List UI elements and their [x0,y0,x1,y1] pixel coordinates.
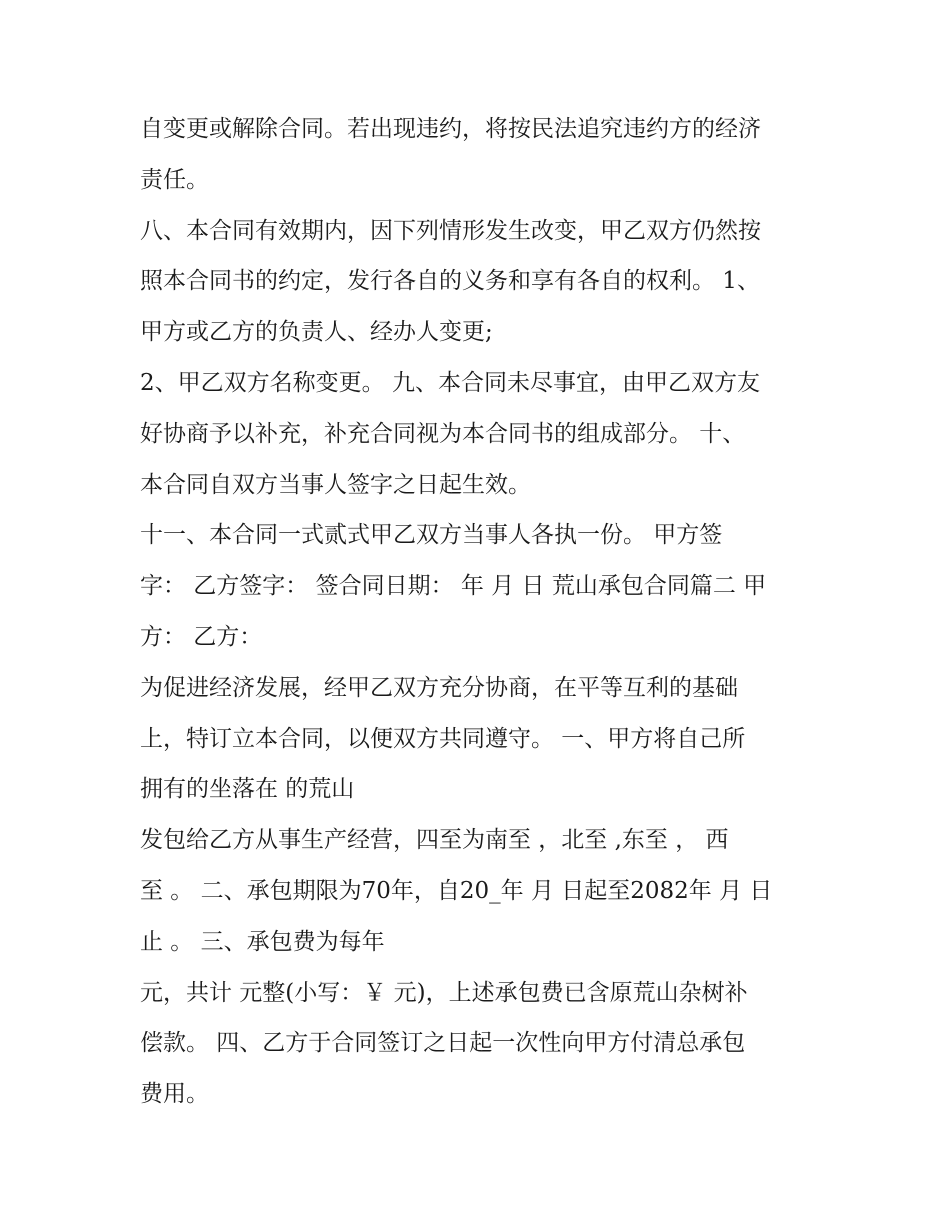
text-line: 拥有的坐落在 的荒山 [140,776,355,803]
text-line: 止 。 三、承包费为每年 [140,928,385,955]
text-line: 发包给乙方从事生产经营，四至为南至 ，北至 ,东至 ， 西 [140,827,729,854]
text-line: 至 。 二、承包期限为70年，自20_年 月 日起至2082年 月 日 [140,877,773,904]
text-line: 偿款。 四、乙方于合同签订之日起一次性向甲方付清总承包 [140,1030,746,1057]
text-line: 元，共计 元整(小写：￥ 元)，上述承包费已含原荒山杂树补 [140,979,748,1006]
text-line: 上，特订立本合同，以便双方共同遵守。 一、甲方将自己所 [140,725,746,752]
text-line: 费用。 [140,1081,209,1108]
text-line: 照本合同书的约定，发行各自的义务和享有各自的权利。 1、 [140,268,760,295]
text-line: 甲方或乙方的负责人、经办人变更; [140,319,493,346]
text-line: 责任。 [140,166,209,193]
text-line: 好协商予以补充，补充合同视为本合同书的组成部分。 十、 [140,420,746,447]
text-line: 2、甲乙双方名称变更。 九、本合同未尽事宜，由甲乙双方友 [140,369,760,396]
text-line: 本合同自双方当事人签字之日起生效。 [140,471,531,498]
text-line: 自变更或解除合同。若出现违约，将按民法追究违约方的经济 [140,116,761,142]
text-line: 八、本合同有效期内，因下列情形发生改变，甲乙双方仍然按 [140,217,761,244]
contract-body-text [140,104,820,1120]
text-line: 十一、本合同一式贰式甲乙双方当事人各执一份。 甲方签 [140,522,723,549]
text-line: 为促进经济发展，经甲乙双方充分协商，在平等互利的基础 [140,674,738,701]
text-line: 方： 乙方： [140,623,263,650]
text-line: 字： 乙方签字： 签合同日期： 年 月 日 荒山承包合同篇二 甲 [140,573,767,600]
